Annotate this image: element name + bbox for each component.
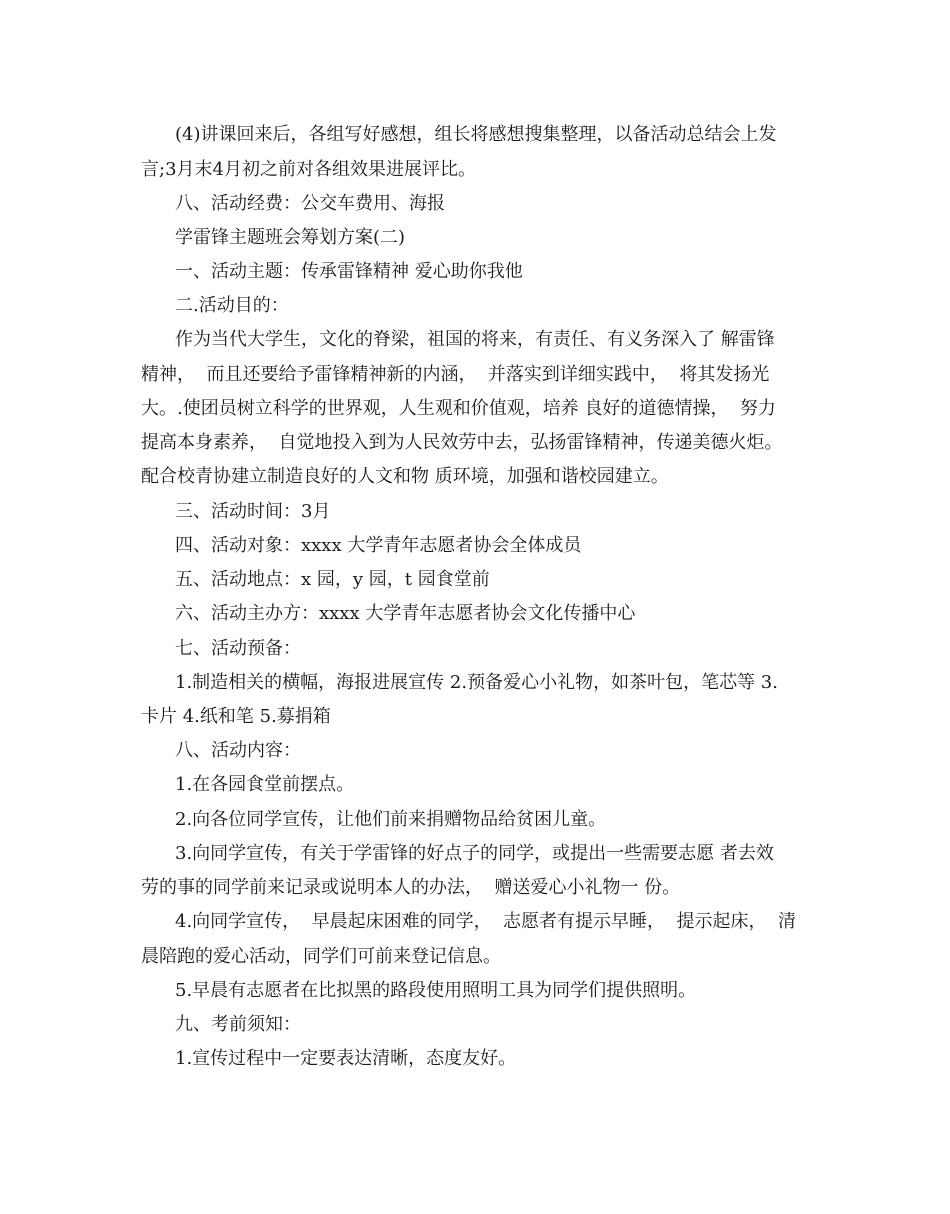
- section-heading: 八、活动经费：公交车费用、海报: [175, 193, 445, 214]
- list-item: 3.向同学宣传，有关于学雷锋的好点子的同学，或提出一些需要志愿 者去效: [175, 843, 774, 864]
- list-item: 劳的事的同学前来记录或说明本人的办法， 赠送爱心小礼物一 份。: [141, 877, 681, 898]
- list-item: 1.宣传过程中一定要表达清晰，态度友好。: [175, 1048, 517, 1069]
- list-item: 卡片 4.纸和笔 5.募捐箱: [141, 706, 331, 727]
- section-heading: 四、活动对象：xxxx 大学青年志愿者协会全体成员: [175, 535, 582, 556]
- section-heading: 七、活动预备：: [175, 638, 301, 659]
- document-subtitle: 学雷锋主题班会筹划方案(二): [175, 227, 406, 248]
- section-heading: 一、活动主题：传承雷锋精神 爱心助你我他: [175, 261, 523, 282]
- list-item: 2.向各位同学宣传，让他们前来捐赠物品给贫困儿童。: [175, 809, 607, 830]
- section-heading: 八、活动内容：: [175, 740, 301, 761]
- list-item: 1.在各园食堂前摆点。: [175, 774, 355, 795]
- section-heading: 五、活动地点：x 园，y 园，t 园食堂前: [175, 569, 490, 590]
- paragraph-line: 精神， 而且还要给予雷锋精神新的内涵， 并落实到详细实践中， 将其发扬光: [141, 364, 770, 385]
- list-item: 1.制造相关的横幅，海报进展宣传 2.预备爱心小礼物，如茶叶包，笔芯等 3.: [175, 672, 778, 693]
- paragraph-line: 配合校青协建立制造良好的人文和物 质环境，加强和谐校园建立。: [141, 466, 669, 487]
- section-heading: 三、活动时间：3月: [175, 501, 331, 522]
- paragraph-line: 言;3月末4月初之前对各组效果进展评比。: [141, 159, 476, 180]
- list-item: 晨陪跑的爱心活动，同学们可前来登记信息。: [141, 946, 501, 967]
- section-heading: 六、活动主办方：xxxx 大学青年志愿者协会文化传播中心: [175, 603, 636, 624]
- list-item: 5.早晨有志愿者在比拟黑的路段使用照明工具为同学们提供照明。: [175, 980, 697, 1001]
- paragraph-line: 提高本身素养， 自觉地投入到为人民效劳中去，弘扬雷锋精神，传递美德火炬。: [141, 432, 783, 453]
- section-heading: 二.活动目的：: [175, 295, 289, 316]
- paragraph-line: 作为当代大学生，文化的脊梁，祖国的将来，有责任、有义务深入了 解雷锋: [175, 329, 775, 350]
- list-item: 4.向同学宣传， 早晨起床困难的同学， 志愿者有提示早睡， 提示起床， 清: [175, 911, 796, 932]
- paragraph-line: (4)讲课回来后，各组写好感想，组长将感想搜集整理，以备活动总结会上发: [175, 124, 777, 145]
- paragraph-line: 大。.使团员树立科学的世界观，人生观和价值观，培养 良好的道德情操， 努力: [141, 398, 776, 419]
- section-heading: 九、考前须知：: [175, 1014, 301, 1035]
